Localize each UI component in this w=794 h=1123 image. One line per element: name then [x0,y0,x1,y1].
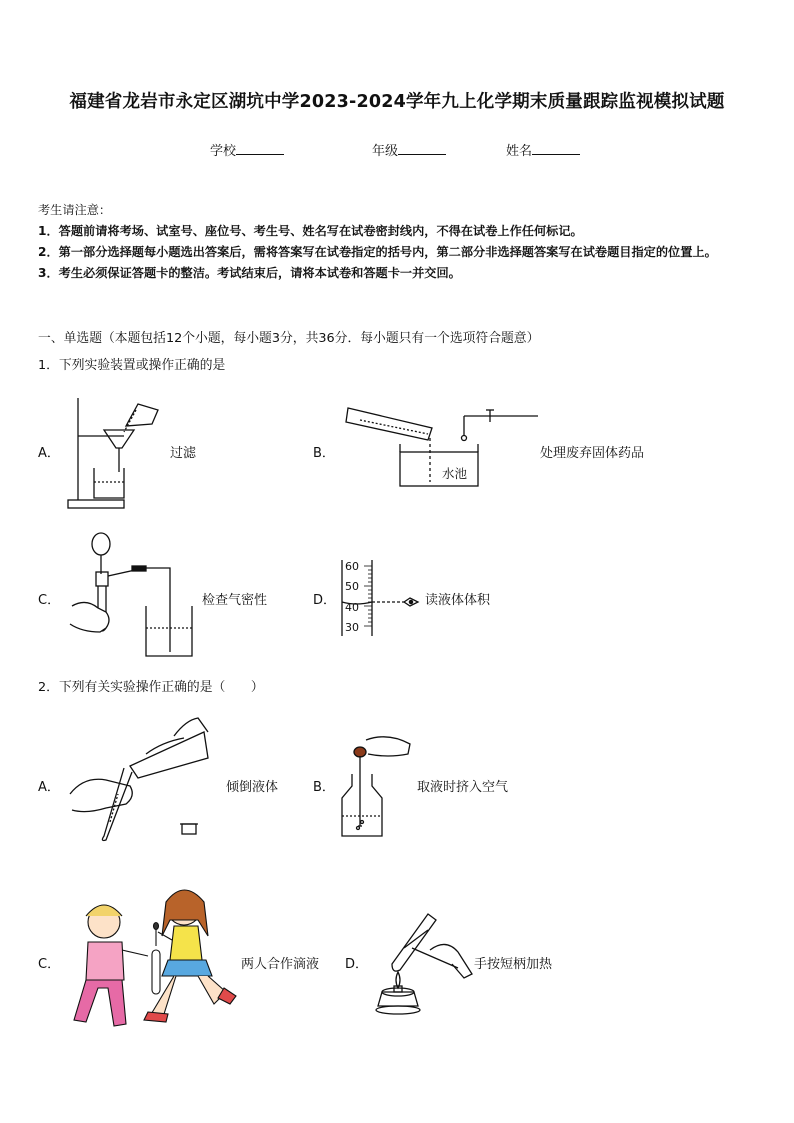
sink-disposal-apparatus [340,402,540,492]
name-blank [532,142,580,155]
q2-option-a-caption: 倾倒液体 [226,780,279,795]
dropper-bottle-illustration [338,730,418,840]
q2-option-c-letter: C． [38,957,61,972]
sink-label: 水池 [442,466,468,481]
notice-heading: 考生请注意： [38,203,112,217]
scale-40: 40 [345,601,359,614]
heating-test-tube-illustration [368,908,478,1016]
q2-option-c-caption: 两人合作滴液 [241,957,320,972]
q1-option-b-caption: 处理废弃固体药品 [540,446,645,461]
q1-option-a-caption: 过滤 [170,446,197,461]
q2-option-b-caption: 取液时挤入空气 [417,780,509,795]
school-label: 学校 [210,144,237,159]
pouring-liquid-illustration [66,714,216,844]
name-field [506,140,580,159]
q2-option-a-letter: A． [38,780,60,795]
notice-item-2: 2．第一部分选择题每小题选出答案后，需将答案写在试卷指定的括号内，第二部分非选择题答案写在试卷题目指定的位置上。 [38,245,717,259]
grade-label: 年级 [372,144,399,159]
q1-option-c-caption: 检查气密性 [202,593,268,608]
q1-option-b-letter: B． [313,446,335,461]
two-children-dropping-illustration [64,880,244,1042]
q2-option-b-letter: B． [313,780,335,795]
scale-50: 50 [345,580,359,593]
q1-option-d-letter: D． [313,593,337,608]
filtration-apparatus [66,390,176,515]
graduated-cylinder [338,556,428,640]
school-blank [236,142,284,155]
q1-option-c-letter: C． [38,593,61,608]
grade-field [372,140,446,159]
scale-30: 30 [345,621,359,634]
q1-option-d-caption: 读液体体积 [425,593,491,608]
page-title: 福建省龙岩市永定区湖坑中学2023-2024学年九上化学期末质量跟踪监视模拟试题 [69,92,725,112]
q2-option-d-letter: D． [345,957,369,972]
notice-item-1: 1．答题前请将考场、试室号、座位号、考生号、姓名写在试卷密封线内，不得在试卷上作任何标记。 [38,224,583,238]
q1-option-a-letter: A． [38,446,60,461]
airtightness-check-apparatus [66,528,206,660]
scale-60: 60 [345,560,359,573]
q2-option-d-caption: 手按短柄加热 [474,957,553,972]
school-field [210,140,284,159]
question-1-stem: 1．下列实验装置或操作正确的是 [38,358,226,373]
section-heading: 一、单选题（本题包括12个小题，每小题3分，共36分．每小题只有一个选项符合题意） [38,331,540,346]
grade-blank [398,142,446,155]
question-2-stem: 2．下列有关实验操作正确的是（ ） [38,680,264,695]
notice-item-3: 3．考生必须保证答题卡的整洁。考试结束后，请将本试卷和答题卡一并交回。 [38,266,461,280]
name-label: 姓名 [506,144,533,159]
exam-notice [38,200,763,284]
